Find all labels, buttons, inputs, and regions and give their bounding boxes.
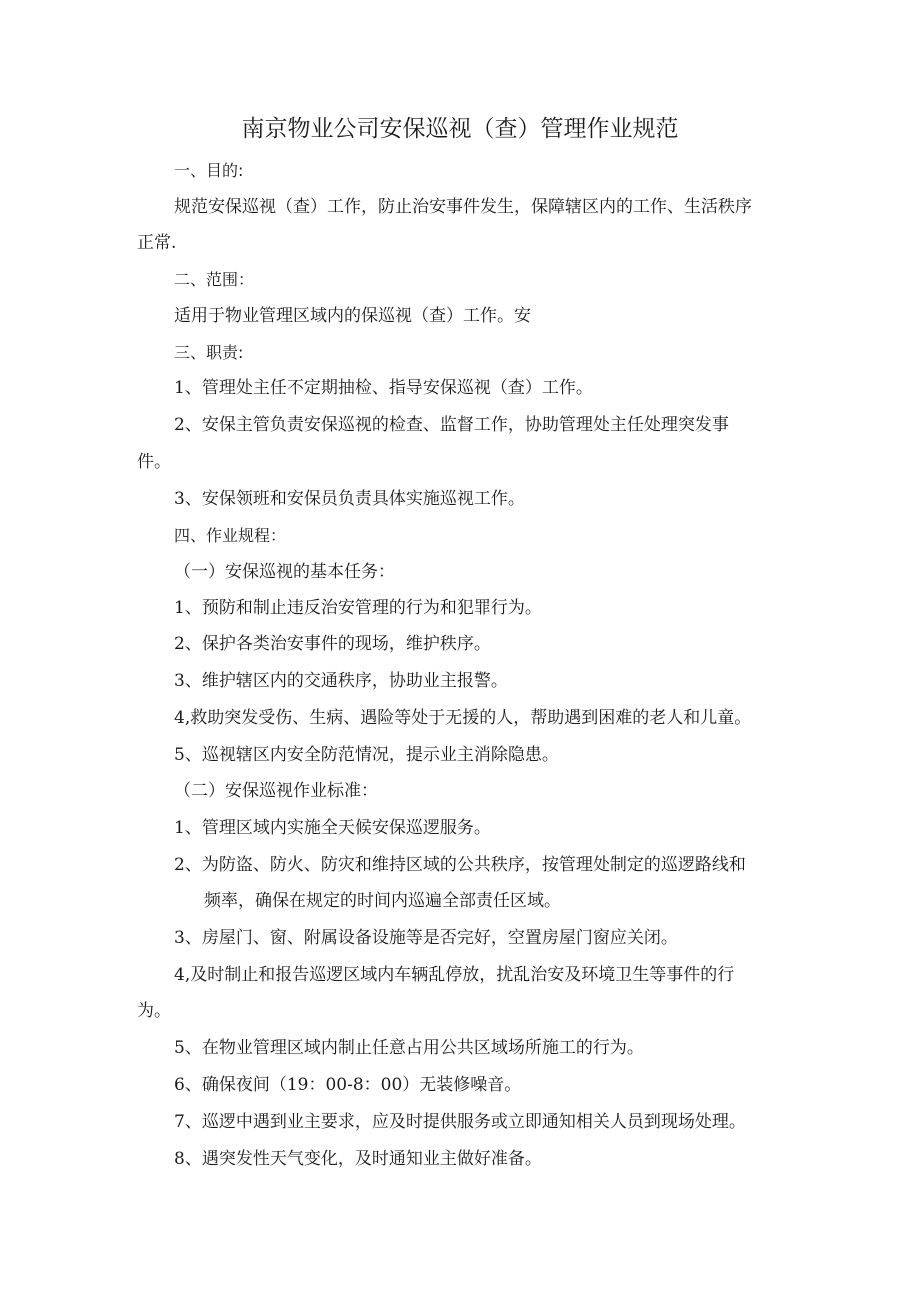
task-item-3: 3、维护辖区内的交通秩序，协助业主报警。 — [174, 671, 508, 691]
standard-item-1: 1、管理区域内实施全天候安保巡逻服务。 — [174, 818, 491, 838]
task-item-4: 4,救助突发受伤、生病、遇险等处于无援的人，帮助遇到困难的老人和儿童。 — [174, 708, 752, 728]
subsection-heading-basic-tasks: （一）安保巡视的基本任务： — [174, 562, 395, 582]
standard-item-8: 8、遇突发性天气变化，及时通知业主做好准备。 — [174, 1149, 542, 1169]
duty-item-1: 1、管理处主任不定期抽检、指导安保巡视（查）工作。 — [174, 378, 593, 398]
section-heading-purpose: 一、目的: — [174, 161, 244, 180]
standard-item-2-line-2: 频率，确保在规定的时间内巡遍全部责任区域。 — [204, 891, 561, 911]
standard-item-7: 7、巡逻中遇到业主要求，应及时提供服务或立即通知相关人员到现场处理。 — [174, 1112, 746, 1132]
standard-item-4-line-1: 4,及时制止和报告巡逻区域内车辆乱停放，扰乱治安及环境卫生等事件的行 — [174, 965, 735, 985]
duty-item-3: 3、安保领班和安保员负责具体实施巡视工作。 — [174, 489, 525, 509]
task-item-1: 1、预防和制止违反治安管理的行为和犯罪行为。 — [174, 598, 542, 618]
document-title: 南京物业公司安保巡视（查）管理作业规范 — [241, 116, 679, 142]
purpose-text-line-2: 正常. — [137, 233, 177, 253]
subsection-heading-standards: （二）安保巡视作业标准： — [174, 781, 378, 801]
standard-item-3: 3、房屋门、窗、附属设备设施等是否完好，空置房屋门窗应关闭。 — [174, 928, 678, 948]
duty-item-2-line-1: 2、安保主管负责安保巡视的检查、监督工作，协助管理处主任处理突发事 — [174, 415, 729, 435]
section-heading-duties: 三、职责: — [174, 343, 244, 362]
duty-item-2-line-2: 件。 — [137, 452, 171, 472]
purpose-text-line-1: 规范安保巡视（查）工作，防止治安事件发生，保障辖区内的工作、生活秩序 — [174, 197, 752, 217]
standard-item-4-line-2: 为。 — [137, 1001, 171, 1021]
task-item-5: 5、巡视辖区内安全防范情况，提示业主消除隐患。 — [174, 745, 559, 765]
task-item-2: 2、保护各类治安事件的现场，维护秩序。 — [174, 634, 491, 654]
standard-item-2-line-1: 2、为防盗、防火、防灾和维持区域的公共秩序，按管理处制定的巡逻路线和 — [174, 855, 746, 875]
section-heading-scope: 二、范围： — [174, 270, 255, 289]
section-heading-procedures: 四、作业规程： — [174, 526, 287, 545]
standard-item-5: 5、在物业管理区域内制止任意占用公共区域场所施工的行为。 — [174, 1038, 644, 1058]
standard-item-6: 6、确保夜间（19：00-8：00）无装修噪音。 — [174, 1075, 522, 1095]
scope-text: 适用于物业管理区域内的保巡视（查）工作。安 — [174, 306, 531, 326]
